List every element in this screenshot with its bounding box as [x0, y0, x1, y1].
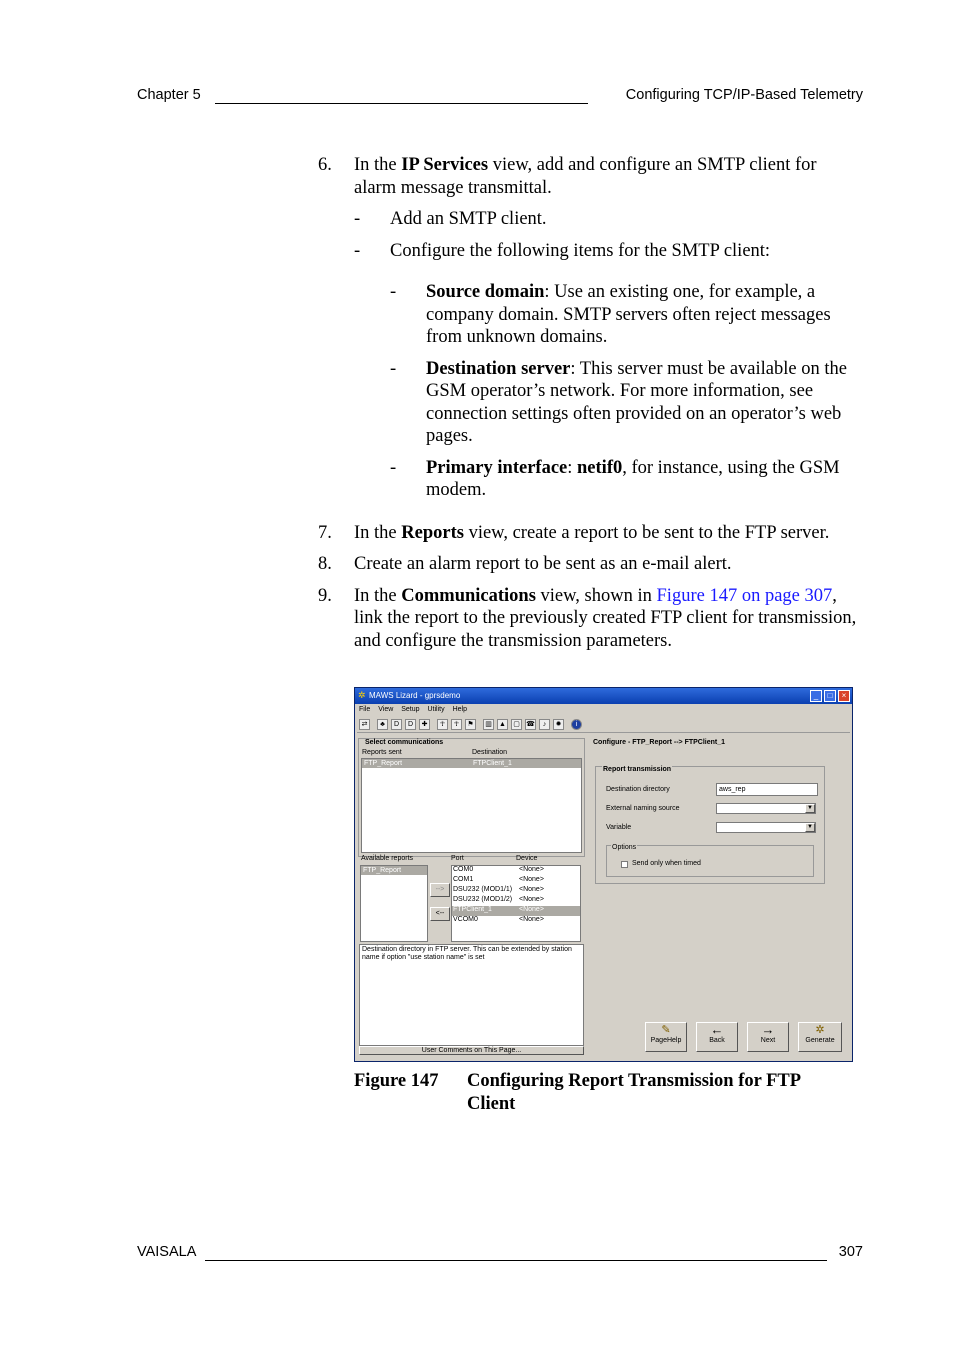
ext-naming-select[interactable]: [716, 803, 816, 814]
generate-icon: ✲: [815, 1024, 825, 1036]
table-row[interactable]: DSU232 (MOD1/1) <None>: [453, 886, 544, 893]
available-reports-label: Available reports: [361, 855, 414, 862]
close-icon[interactable]: ×: [838, 690, 850, 702]
footer-rule: [205, 1260, 827, 1261]
remove-link-button[interactable]: <--: [430, 907, 450, 921]
network-icon[interactable]: ♣: [377, 719, 388, 730]
table-row[interactable]: FTPClient_1 <None>: [452, 906, 580, 916]
shapes-icon[interactable]: ▲: [497, 719, 508, 730]
sensor-icon[interactable]: ✚: [419, 719, 430, 730]
next-arrow-icon: →: [761, 1022, 775, 1037]
pagehelp-icon: ✎: [661, 1024, 671, 1036]
generate-button[interactable]: ✲ Generate: [798, 1022, 842, 1052]
variable-select[interactable]: [716, 822, 816, 833]
help-text-area: [359, 944, 584, 1046]
table-row[interactable]: FTP_Report FTPClient_1: [362, 759, 581, 768]
toolbar: [357, 717, 850, 733]
step-9: 9. In the Communications view, shown in Figure 147 on page 307, link the report to the previously created FTP client for transmission, and configure the transmission parameters.: [318, 585, 857, 651]
send-timed-label: Send only when timed: [632, 860, 701, 867]
available-reports-list[interactable]: [360, 865, 428, 942]
ext-naming-label: External naming source: [606, 805, 680, 812]
menu-setup[interactable]: Setup: [401, 706, 420, 713]
pagehelp-button[interactable]: ✎ PageHelp: [645, 1022, 687, 1052]
destination-header: Destination: [472, 749, 508, 756]
window-titlebar: [355, 688, 852, 704]
menu-view[interactable]: View: [378, 706, 394, 713]
variable-label: Variable: [606, 824, 632, 831]
menu-help[interactable]: Help: [452, 706, 467, 713]
window-title: MAWS Lizard - gprsdemo: [369, 691, 461, 700]
table-row[interactable]: COM1 <None>: [453, 876, 544, 883]
user-comments-button[interactable]: User Comments on This Page...: [359, 1046, 584, 1055]
chapter-title: Configuring TCP/IP-Based Telemetry: [625, 87, 863, 103]
maximize-icon[interactable]: □: [824, 690, 836, 702]
page-number: 307: [838, 1244, 863, 1260]
back-arrow-icon: ←: [710, 1022, 724, 1037]
bars-icon[interactable]: ▥: [483, 719, 494, 730]
back-button[interactable]: ← Back: [696, 1022, 738, 1052]
send-timed-checkbox[interactable]: [621, 861, 628, 868]
configure-panel: [586, 738, 849, 1016]
help-text: Destination directory in FTP server. This can be extended by station name if option "use station name" is set: [362, 946, 572, 961]
maws-lizard-screenshot: [354, 687, 853, 1062]
device-header: Device: [516, 855, 538, 862]
step-8: 8. Create an alarm report to be sent as an e-mail alert.: [318, 554, 732, 574]
figure-number: Figure 147: [354, 1071, 439, 1091]
report-transmission-label: Report transmission: [603, 766, 672, 773]
select-communications-group: [358, 738, 585, 857]
reports-sent-list[interactable]: [361, 758, 582, 853]
destination-server-item: - Destination server: This server must be available on the GSM operator’s network. For more information, see connection settings often provided on an operator’s web pages.: [390, 358, 847, 446]
report-transmission-group: [595, 766, 825, 884]
menu-file[interactable]: File: [359, 706, 371, 713]
menu-utility[interactable]: Utility: [427, 706, 445, 713]
info-icon[interactable]: i: [571, 719, 582, 730]
dev2-icon[interactable]: D: [405, 719, 416, 730]
next-button[interactable]: → Next: [747, 1022, 789, 1052]
menu-bar: [355, 704, 852, 716]
figure-title: Configuring Report Transmission for FTP Client: [467, 1071, 801, 1114]
list-item[interactable]: FTP_Report: [361, 866, 427, 875]
reports-sent-header: Reports sent: [362, 749, 402, 756]
step-6-sub-b: - Configure the following items for the SMTP client:: [354, 240, 771, 261]
add-link-button[interactable]: -->: [430, 883, 450, 897]
chevron-down-icon[interactable]: ▼: [805, 823, 815, 832]
options-group: [606, 845, 814, 877]
bell-icon[interactable]: ♪: [539, 719, 550, 730]
table-row[interactable]: DSU232 (MOD1/2) <None>: [453, 896, 544, 903]
chevron-down-icon[interactable]: ▼: [805, 804, 815, 813]
dest-dir-input[interactable]: aws_rep: [716, 783, 818, 796]
figure-link[interactable]: Figure 147 on page 307: [656, 585, 833, 606]
dev-icon[interactable]: D: [391, 719, 402, 730]
step-7: 7. In the Reports view, create a report to be sent to the FTP server.: [318, 522, 830, 543]
phone-icon[interactable]: ☎: [526, 721, 535, 728]
primary-interface-item: - Primary interface: netif0, for instance, using the GSM modem.: [390, 457, 840, 500]
step-6: 6. In the IP Services view, add and configure an SMTP client for alarm message transmittal.: [318, 155, 817, 198]
options-label: Options: [612, 844, 637, 851]
minimize-icon[interactable]: _: [810, 690, 822, 702]
connect-icon[interactable]: ⇄: [359, 719, 370, 730]
instruction-list: [318, 154, 863, 661]
table-row[interactable]: COM0 <None>: [453, 866, 544, 873]
header-rule: [215, 103, 588, 104]
figure-icon[interactable]: ☥: [437, 719, 448, 730]
run-icon[interactable]: ☥: [451, 719, 462, 730]
configure-title: Configure - FTP_Report --> FTPClient_1: [593, 739, 726, 746]
step-6-sub-a: - Add an SMTP client.: [354, 209, 547, 229]
page-icon[interactable]: ▢: [511, 719, 522, 730]
dest-dir-label: Destination directory: [606, 786, 670, 793]
app-icon: ✲: [358, 690, 366, 700]
table-row[interactable]: VCOM0 <None>: [453, 916, 544, 923]
source-domain-item: - Source domain: Use an existing one, for example, a company domain. SMTP servers often reject messages from unknown domains.: [390, 282, 831, 347]
gear-icon[interactable]: ✹: [553, 719, 564, 730]
port-header: Port: [451, 855, 464, 862]
ports-list[interactable]: [451, 865, 581, 942]
chapter-label: Chapter 5: [137, 87, 201, 103]
select-comm-label: Select communications: [365, 739, 444, 746]
footer-company: VAISALA: [137, 1244, 197, 1260]
flag-icon[interactable]: ⚑: [465, 719, 476, 730]
